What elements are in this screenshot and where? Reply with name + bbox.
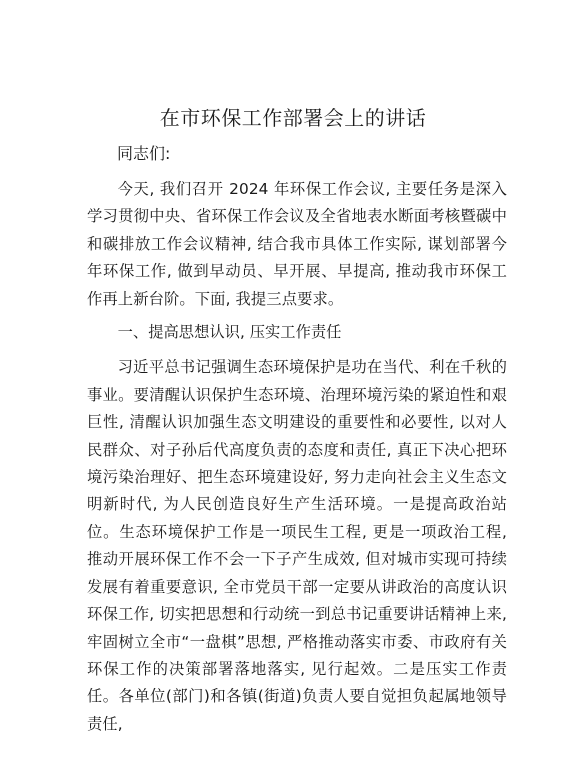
section-heading-1: 一、提高思想认识, 压实工作责任 bbox=[117, 323, 342, 342]
document-body bbox=[87, 176, 507, 738]
paragraph-section-1: 习近平总书记强调生态环境保护是功在当代、利在千秋的事业。要清醒认识保护生态环境、治理环境污染的紧迫性和艰巨性, 清醒认识加强生态文明建设的重要性和必要性, 以对人民群众、对子孙后代高度负责的态度和责任, 真正下决心把环境污染治理好、把生态环境建设好, 努力走向社会主义生态文明新时代, 为人民创造良好生产生活环境。一是提高政治站位。生态环境保护工作是一项民生工程, 更是一项政治工程, 推动开展环保工作不会一下子产生成效, 但对城市实现可持续发展有着重要意识, 全市党员干部一定要从讲政治的高度认识环保工作, 切实把思想和行动统一到总书记重要讲话精神上来, 牢固树立全市“一盘棋”思想, 严格推动落实市委、市政府有关环保工作的决策部署落地落实, 见行起效。二是压实工作责任。各单位(部门)和各镇(街道)负责人要自觉担负起属地领导责任, bbox=[87, 358, 507, 733]
paragraph-intro: 今天, 我们召开 2024 年环保工作会议, 主要任务是深入学习贯彻中央、省环保工作会议及全省地表水断面考核暨碳中和碳排放工作会议精神, 结合我市具体工作实际, 谋划部署今年环保工作, 做到早动员、早开展、早提高, 推动我市环保工作再上新台阶。下面, 我提三点要求。 bbox=[87, 180, 507, 308]
document-title: 在市环保工作部署会上的讲话 bbox=[159, 106, 427, 130]
salutation: 同志们: bbox=[117, 144, 171, 163]
